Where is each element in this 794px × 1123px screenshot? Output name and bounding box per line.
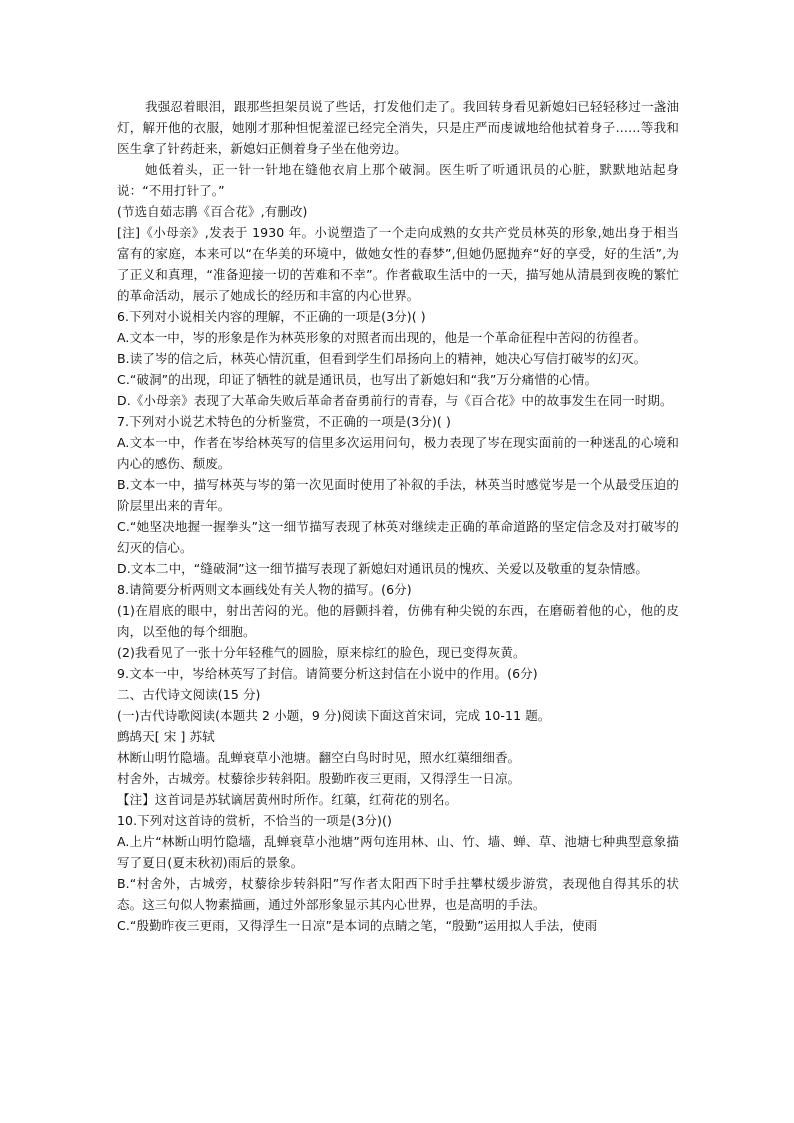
story-note: [注]《小母亲》,发表于 1930 年。小说塑造了一个走向成熟的女共产党员林英的形象,她出身于相当富有的家庭，本来可以“在华美的环境中，做她女性的春梦”,但她仍愿抛弃“好的享受，好的生活”,为了正义和真理，“准备迎接一切的苦难和不幸”。作者截取生活中的一天，描写她从清晨到夜晚的繁忙的革命活动，展示了她成长的经历和丰富的内心世界。 (117, 225, 679, 303)
q7-option-d: D.文本二中，“缝破洞”这一细节描写表现了新媳妇对通讯员的愧疚、关爱以及敬重的复杂情感。 (117, 561, 648, 576)
poem-title: 鹧鸪天[ 宋 ] 苏轼 (117, 729, 215, 744)
poem-note: 【注】这首词是苏轼谪居黄州时所作。红蕖，红荷花的别名。 (117, 792, 458, 807)
q6-option-d: D.《小母亲》表现了大革命失败后革命者奋勇前行的青春，与《百合花》中的故事发生在同一时期。 (117, 393, 673, 408)
story-source: (节选自茹志鹃《百合花》,有删改) (117, 204, 308, 219)
q8-stem: 8.请简要分析两则文本画线处有关人物的描写。(6分) (117, 582, 412, 597)
q9-stem: 9.文本一中，岑给林英写了封信。请简要分析这封信在小说中的作用。(6分) (117, 666, 538, 681)
q6-option-b: B.读了岑的信之后，林英心情沉重，但看到学生们昂扬向上的精神，她决心写信打破岑的幻灭。 (117, 351, 647, 366)
q7-option-b: B.文本一中，描写林英与岑的第一次见面时使用了补叙的手法，林英当时感觉岑是一个从最受压迫的阶层里出来的青年。 (117, 477, 679, 513)
q8-sub-2: (2)我看见了一张十分年轻稚气的圆脸，原来棕红的脸色，现已变得灰黄。 (117, 645, 526, 660)
q7-option-c: C.“她坚决地握一握拳头”这一细节描写表现了林英对继续走正确的革命道路的坚定信念及对打破岑的幻灭的信心。 (117, 519, 679, 555)
q10-stem: 10.下列对这首诗的赏析，不恰当的一项是(3分)() (117, 813, 392, 828)
q7-stem: 7.下列对小说艺术特色的分析鉴赏，不正确的一项是(3分)( ) (117, 414, 451, 429)
q10-option-a: A.上片“林断山明竹隐墙，乱蝉衰草小池塘”两句连用林、山、竹、墙、蝉、草、池塘七种典型意象描写了夏日(夏末秋初)雨后的景象。 (117, 834, 679, 870)
q10-option-b: B.“村舍外，古城旁，杖藜徐步转斜阳”写作者太阳西下时手拄攀杖缓步游赏，表现他自得其乐的状态。这三句似人物素描画，通过外部形象显示其内心世界，也是高明的手法。 (117, 876, 679, 912)
q8-sub-1: (1)在眉底的眼中，射出苦闷的光。他的唇颤抖着，仿佛有种尖锐的东西，在磨砺着他的心，他的皮肉，以至他的每个细胞。 (117, 603, 679, 639)
poem-line-2: 村舍外，古城旁。杖藜徐步转斜阳。殷勤昨夜三更雨，又得浮生一日凉。 (117, 771, 521, 786)
subsection-heading: (一)古代诗歌阅读(本题共 2 小题，9 分)阅读下面这首宋词，完成 10-11 题。 (117, 708, 551, 723)
exam-page (117, 96, 679, 936)
section-heading: 二、古代诗文阅读(15 分) (117, 687, 261, 702)
q6-option-a: A.文本一中，岑的形象是作为林英形象的对照者而出现的，他是一个革命征程中苦闷的彷徨者。 (117, 330, 647, 345)
q7-option-a: A.文本一中，作者在岑给林英写的信里多次运用问句，极力表现了岑在现实面前的一种迷乱的心境和内心的感伤、颓废。 (117, 435, 679, 471)
q6-stem: 6.下列对小说相关内容的理解，不正确的一项是(3分)( ) (117, 309, 426, 324)
q6-option-c: C.“破洞”的出现，印证了牺牲的就是通讯员，也写出了新媳妇和“我”万分痛惜的心情。 (117, 372, 598, 387)
story-paragraph-2: 她低着头，正一针一针地在缝他衣肩上那个破洞。医生听了听通讯员的心脏，默默地站起身说：“不用打针了。” (117, 162, 679, 198)
poem-line-1: 林断山明竹隐墙。乱蝉衰草小池塘。翻空白鸟时时见，照水红蕖细细香。 (117, 750, 521, 765)
q10-option-c: C.“殷勤昨夜三更雨，又得浮生一日凉”是本词的点睛之笔，“殷勤”运用拟人手法，使雨 (117, 918, 598, 933)
story-paragraph-1: 我强忍着眼泪，跟那些担架员说了些话，打发他们走了。我回转身看见新媳妇已轻轻移过一盏油灯，解开他的衣服，她刚才那种怛怩羞涩已经完全消失，只是庄严而虔诚地给他拭着身子……等我和医生拿了针药赶来，新媳妇正侧着身子坐在他旁边。 (117, 99, 679, 156)
